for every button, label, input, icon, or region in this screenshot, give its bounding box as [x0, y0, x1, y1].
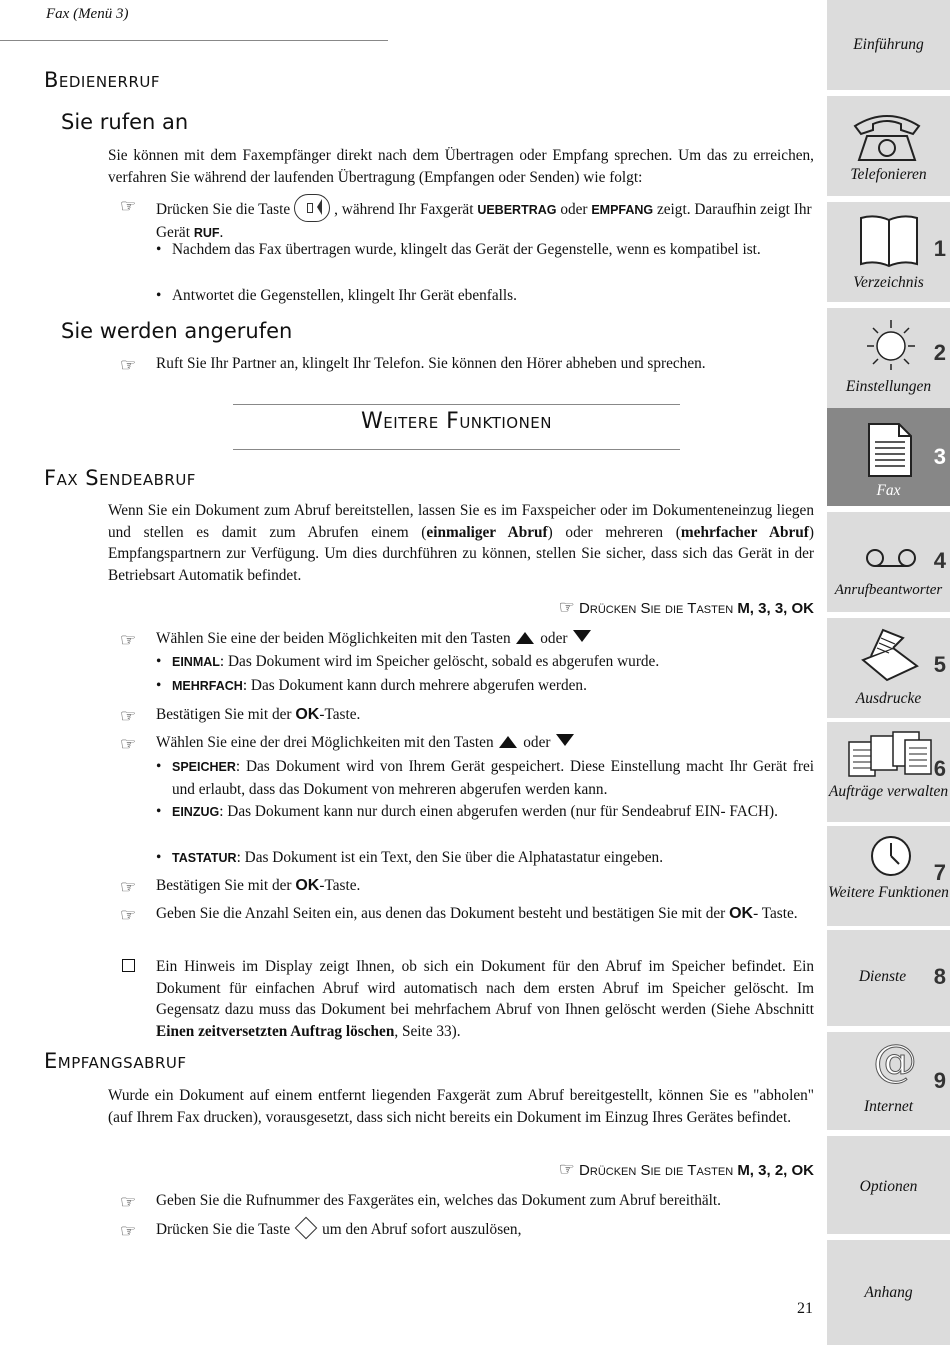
- running-header: Fax (Menü 3): [46, 6, 129, 22]
- bullet-item: • Antwortet die Gegenstellen, klingelt Ihr Gerät ebenfalls.: [156, 287, 517, 304]
- bullet-option-tastatur: • TASTATUR: Das Dokument ist ein Text, den Sie über die Alphatastatur eingeben.: [156, 849, 664, 866]
- paragraph-bedienerruf-intro: Sie können mit dem Faxempfänger direkt nach dem Übertragen oder Empfang sprechen. Um das zu erreichen, verfahren Sie während der laufenden Übertragung (Empfangen oder Senden) wie folgt:: [108, 147, 814, 186]
- arrow-up-key-icon: [499, 736, 517, 748]
- pointing-hand-icon: ☞: [120, 877, 137, 897]
- arrow-down-key-icon: [556, 734, 574, 746]
- bullet-option-einmal: • EINMAL: Das Dokument wird im Speicher gelöscht, sobald es abgerufen wurde.: [156, 653, 660, 670]
- note-checkbox-icon: [122, 959, 135, 972]
- title-rule-top: [233, 404, 680, 405]
- subsection-title-sie-rufen-an: Sie rufen an: [61, 110, 189, 134]
- tab-ausdrucke[interactable]: Ausdrucke 5: [827, 618, 950, 718]
- documents-stack-icon: [847, 730, 933, 778]
- tab-weitere-funktionen[interactable]: Weitere Funktionen 7: [827, 826, 950, 926]
- pointing-hand-icon: ☞: [120, 1221, 137, 1241]
- tab-anrufbeantworter[interactable]: Anrufbeantworter 4: [827, 512, 950, 612]
- tape-reels-icon: [863, 546, 919, 570]
- document-icon: [867, 422, 913, 478]
- pointing-hand-icon: ☞: [120, 905, 137, 925]
- pointing-hand-icon: ☞: [120, 706, 137, 726]
- step-receive-call: Ruft Sie Ihr Partner an, klingelt Ihr Telefon. Sie können den Hörer abheben und sprechen.: [156, 355, 706, 372]
- arrow-down-key-icon: [573, 630, 591, 642]
- tab-anhang[interactable]: Anhang: [827, 1240, 950, 1345]
- paragraph-sendeabruf-intro: Wenn Sie ein Dokument zum Abruf bereitstellen, lassen Sie es im Faxspeicher oder im Dokumenteneinzug liegen und stellen es damit zum Abrufen einem (einmaliger Abruf) oder mehreren (mehrfacher Abruf) Empfangspartnern zur Verfügung. Um dies durchführen zu können, stellen Sie sicher, dass sich das Gerät in der Betriebsart Automatik befindet.: [108, 502, 815, 584]
- step-start-polling: Drücken Sie die Taste um den Abruf sofort auszulösen,: [156, 1219, 814, 1241]
- step-press-speaker: Drücken Sie die Taste , während Ihr Faxgerät UEBERTRAG oder EMPFANG zeigt. Daraufhin zeigt Ihr Gerät RUF.: [156, 194, 814, 245]
- step-confirm-ok: Bestätigen Sie mit der OK-Taste.: [156, 706, 361, 723]
- tab-auftraege-verwalten[interactable]: Aufträge verwalten 6: [827, 722, 950, 822]
- menu-path-sendeabruf: ☞ Drücken Sie die Tasten M, 3, 3, OK: [558, 597, 814, 618]
- printer-icon: [857, 626, 921, 686]
- title-rule-bottom: [233, 449, 680, 450]
- speaker-key-icon: [294, 194, 330, 222]
- arrow-up-key-icon: [516, 632, 534, 644]
- clock-icon: [869, 834, 913, 878]
- pointing-hand-icon: ☞: [120, 630, 137, 650]
- tab-telefonieren[interactable]: Telefonieren: [827, 96, 950, 196]
- note-paragraph: Ein Hinweis im Display zeigt Ihnen, ob sich ein Dokument für den Abruf im Speicher befindet. Ein Dokument für einfachen Abruf wird automatisch nach dem ersten Abruf im Speicher gelöscht. Im Gegensatz dazu muss das Dokument bei mehrfachem Abruf von Ihnen gelöscht werden (Siehe Abschnitt Einen zeitversetzten Auftrag löschen, Seite 33).: [156, 958, 814, 1040]
- step-enter-pages: Geben Sie die Anzahl Seiten ein, aus denen das Dokument besteht und bestätigen Sie mit der OK- Taste.: [156, 905, 798, 922]
- pointing-hand-icon: ☞: [120, 355, 137, 375]
- chapter-title-weitere-funktionen: Weitere Funktionen: [360, 409, 553, 434]
- header-rule: [0, 40, 388, 41]
- book-icon: [857, 212, 921, 268]
- section-title-bedienerruf: Bedienerruf: [44, 68, 160, 92]
- tab-fax[interactable]: Fax 3: [827, 408, 950, 506]
- pointing-hand-icon: ☞: [558, 597, 575, 618]
- tab-dienste[interactable]: Dienste 8: [827, 930, 950, 1026]
- pointing-hand-icon: ☞: [120, 196, 137, 216]
- chapter-sidebar: [824, 0, 950, 1345]
- step-choose-two: Wählen Sie eine der beiden Möglichkeiten mit den Tasten oder: [156, 628, 814, 650]
- subsection-title-sie-werden-angerufen: Sie werden angerufen: [61, 319, 293, 343]
- step-choose-three: Wählen Sie eine der drei Möglichkeiten mit den Tasten oder: [156, 732, 814, 754]
- bullet-item: • Nachdem das Fax übertragen wurde, klingelt das Gerät der Gegenstelle, wenn es kompatibel ist.: [156, 241, 761, 258]
- bullet-option-speicher: • SPEICHER: Das Dokument wird von Ihrem Gerät gespeichert. Diese Einstellung macht Ihr Gerät frei und erlaubt, dass das Dokument von mehreren abgerufen werden kann.: [156, 758, 814, 798]
- step-enter-number: Geben Sie die Rufnummer des Faxgerätes ein, welches das Dokument zum Abruf bereithält.: [156, 1192, 721, 1209]
- menu-path-empfangsabruf: ☞ Drücken Sie die Tasten M, 3, 2, OK: [558, 1159, 814, 1180]
- step-confirm-ok: Bestätigen Sie mit der OK-Taste.: [156, 877, 361, 894]
- pointing-hand-icon: ☞: [558, 1159, 575, 1180]
- pointing-hand-icon: ☞: [120, 734, 137, 754]
- bullet-option-einzug: • EINZUG: Das Dokument kann nur durch einen abgerufen werden (nur für Sendeabruf EIN- FACH).: [156, 803, 778, 820]
- pointing-hand-icon: ☞: [120, 1192, 137, 1212]
- bullet-option-mehrfach: • MEHRFACH: Das Dokument kann durch mehrere abgerufen werden.: [156, 677, 587, 694]
- settings-sun-icon: [863, 316, 919, 372]
- at-sign-icon: @: [873, 1036, 917, 1087]
- tab-einfuehrung[interactable]: Einführung: [827, 0, 950, 90]
- section-title-fax-sendeabruf: Fax Sendeabruf: [44, 466, 196, 490]
- telephone-icon: [849, 108, 925, 164]
- paragraph-empfangsabruf-intro: Wurde ein Dokument auf einem entfernt liegenden Faxgerät zum Abruf bereitgestellt, können Sie es "abholen" (auf Ihrem Fax drucken), vorausgesetzt, dass sich nicht bereits ein Dokument im Einzug Ihres Gerätes befindet.: [108, 1087, 814, 1126]
- section-title-empfangsabruf: Empfangsabruf: [44, 1049, 187, 1073]
- tab-verzeichnis[interactable]: Verzeichnis 1: [827, 202, 950, 302]
- tab-optionen[interactable]: Optionen: [827, 1136, 950, 1234]
- tab-internet[interactable]: @ Internet 9: [827, 1032, 950, 1130]
- start-key-icon: [295, 1217, 318, 1240]
- page-number: 21: [797, 1300, 813, 1317]
- tab-einstellungen[interactable]: Einstellungen 2: [827, 308, 950, 408]
